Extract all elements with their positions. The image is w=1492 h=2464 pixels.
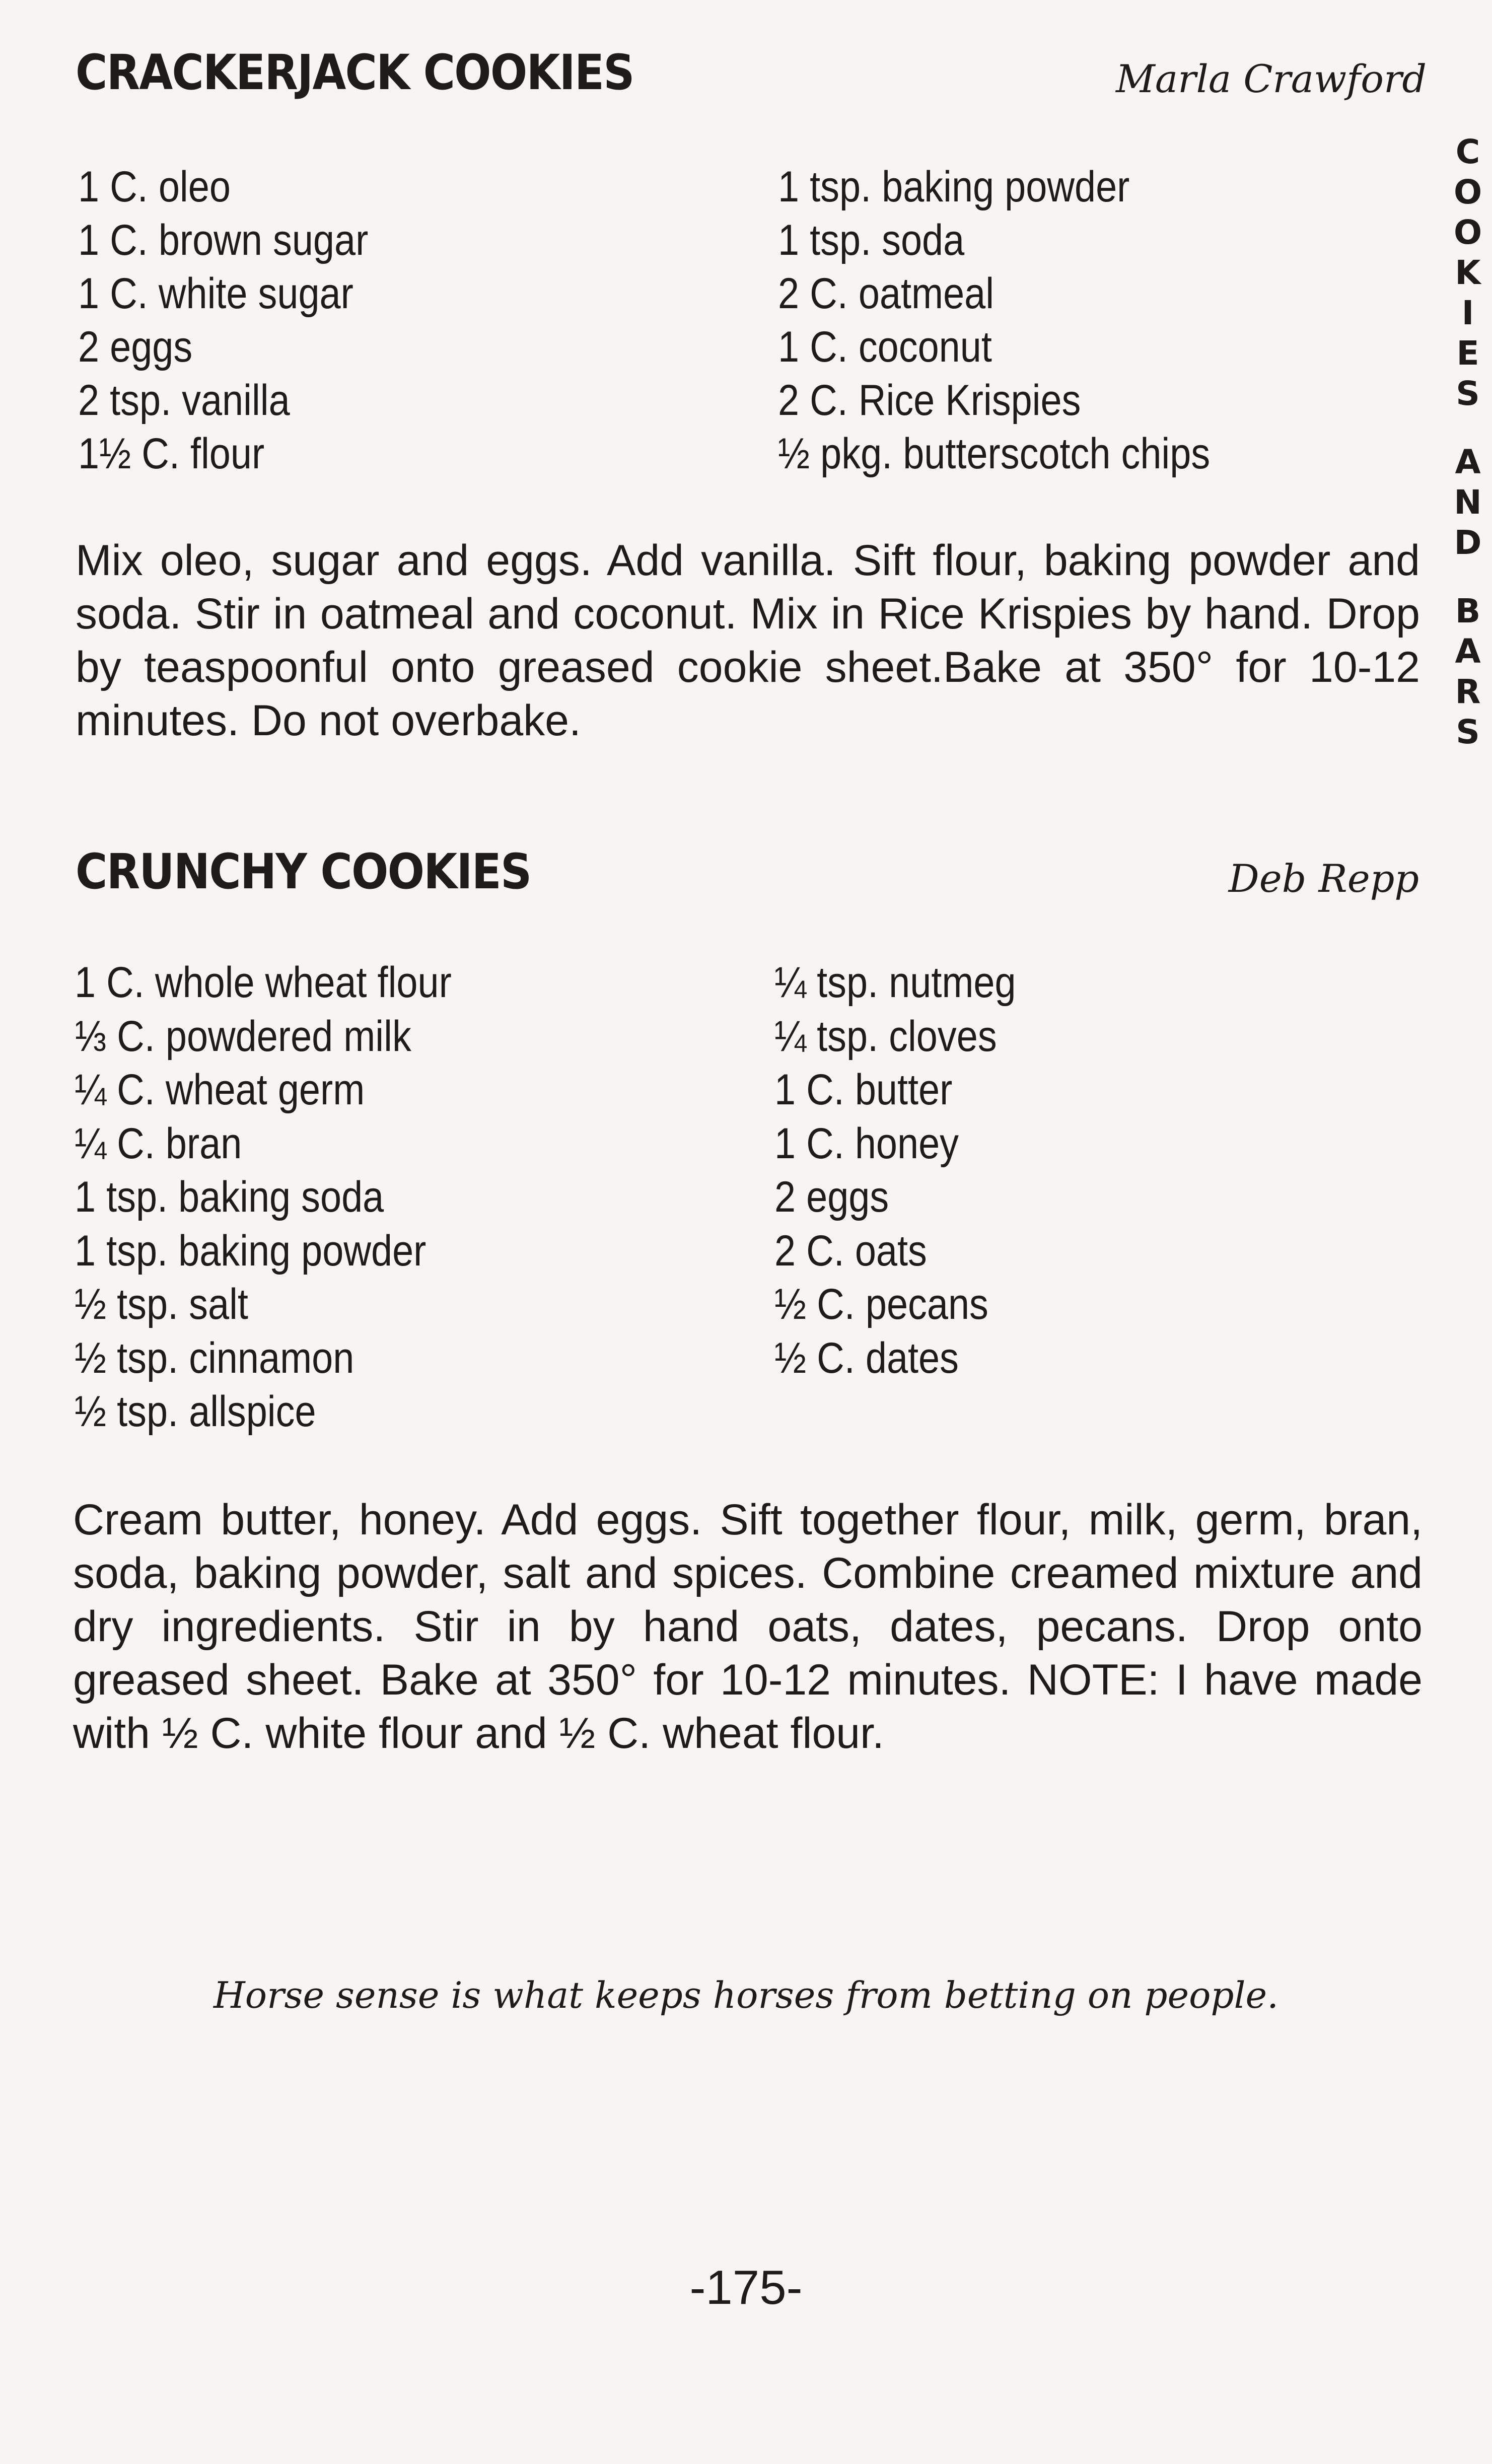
ingredient-item: 2 C. oatmeal [778,269,994,318]
ingredient-item: ½ C. dates [774,1333,959,1382]
ingredient-item: 1 C. butter [774,1066,953,1114]
recipe-directions-crackerjack: Mix oleo, sugar and eggs. Add vanilla. Sift flour, baking powder and soda. Stir in oatmeal and coconut. Mix in Rice Krispies by hand. Drop by teaspoonful onto greased cookie sheet.Bake at 350° for 10-12 minutes. Do not overbake. [76,536,1420,745]
ingredient-item: ¼ C. wheat germ [75,1066,365,1114]
ingredients-left-crackerjack [78,160,408,480]
ingredient-item: 1 C. coconut [778,323,992,371]
section-tab-letter: C [1455,132,1480,171]
ingredients-right-crunchy [774,956,1049,1385]
ingredient-item: 1 tsp. baking soda [75,1173,384,1221]
section-tab-letter: O [1453,213,1482,252]
section-tab-letter: I [1461,294,1474,332]
ingredient-item: 1 C. oleo [78,163,231,211]
ingredient-item: ½ C. pecans [774,1280,988,1328]
filler-quote: Horse sense is what keeps horses from betting on people. [213,1974,1279,2016]
ingredient-item: ¼ tsp. cloves [774,1012,997,1061]
ingredient-item: ½ pkg. butterscotch chips [778,430,1211,478]
recipe-title-crunchy: CRUNCHY COOKIES [76,843,531,900]
page-number: -175- [689,2261,803,2314]
ingredient-item: 2 tsp. vanilla [78,376,290,425]
recipe-author-crunchy: Deb Repp [1228,856,1419,901]
section-tab-letter: D [1454,523,1482,562]
ingredient-item: 2 eggs [78,323,193,371]
ingredient-item: ½ tsp. cinnamon [75,1333,354,1382]
ingredient-item: 1 tsp. baking powder [75,1226,427,1275]
ingredient-item: 2 C. Rice Krispies [778,376,1081,425]
ingredient-item: 2 C. oats [774,1226,927,1275]
ingredient-item: 1 C. honey [774,1119,959,1168]
section-tab-letter: S [1456,374,1480,413]
ingredient-item: 1 tsp. baking powder [778,163,1130,211]
recipe-directions-crunchy: Cream butter, honey. Add eggs. Sift together flour, milk, germ, bran, soda, baking powder, salt and spices. Combine creamed mixture and dry ingredients. Stir in by hand oats, dates, pecans. Drop onto greased sheet. Bake at 350° for 10-12 minutes. NOTE: I have made with ½ C. white flour and ½ C. wheat flour. [73,1496,1423,1757]
section-tab-letter: S [1456,713,1480,751]
ingredient-item: ¼ tsp. nutmeg [774,958,1016,1007]
ingredient-item: ½ tsp. salt [75,1280,248,1328]
ingredient-item: 1½ C. flour [78,430,265,478]
section-tab-letter: N [1454,483,1482,522]
section-tab-letter: B [1455,592,1481,630]
ingredients-left-crunchy [75,956,503,1439]
section-tab-letter: R [1455,672,1481,711]
section-tab [1440,132,1492,752]
section-tab-letter: A [1455,443,1481,481]
ingredients-right-crackerjack [778,160,1269,480]
ingredient-item: 1 C. whole wheat flour [75,958,452,1007]
ingredient-item: 1 C. white sugar [78,269,353,318]
ingredient-item: 1 tsp. soda [778,216,965,264]
ingredient-item: 1 C. brown sugar [78,216,369,264]
section-tab-letter: K [1455,253,1481,292]
ingredient-item: ¼ C. bran [75,1119,242,1168]
section-tab-letter: O [1453,173,1482,212]
ingredient-item: ½ tsp. allspice [75,1387,316,1436]
recipe-author-crackerjack: Marla Crawford [1116,56,1427,101]
recipe-title-crackerjack: CRACKERJACK COOKIES [76,44,634,101]
section-tab-letter: A [1455,632,1481,671]
section-tab-letter: E [1456,334,1479,373]
ingredient-item: 2 eggs [774,1173,889,1221]
ingredient-item: ⅓ C. powdered milk [75,1012,411,1061]
